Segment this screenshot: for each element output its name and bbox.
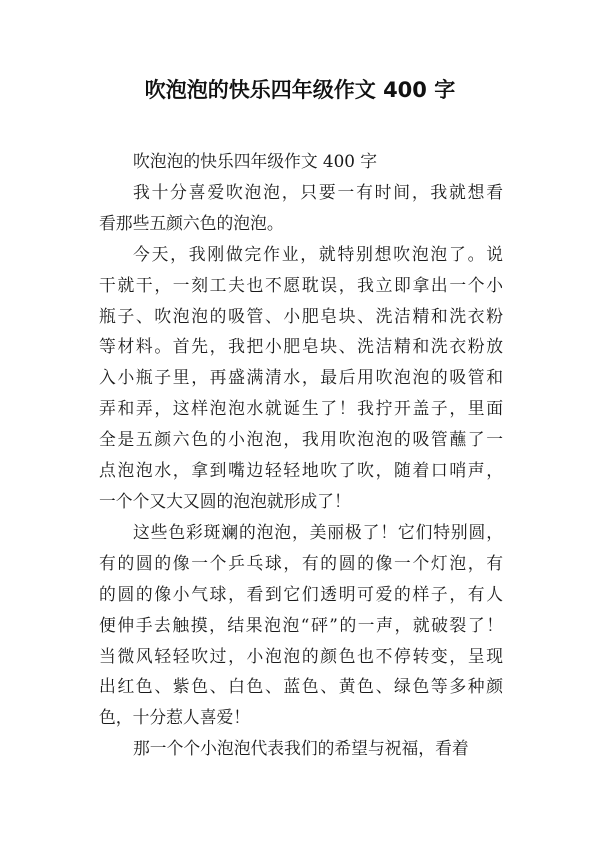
paragraph (99, 239, 503, 517)
text-line: 一个个又大又圆的泡泡就形成了！ (99, 490, 351, 511)
text-line: 入小瓶子里，再盛满清水，最后用吹泡泡的吸管和 (99, 367, 503, 388)
paragraph (99, 733, 503, 764)
text-line: 弄和弄，这样泡泡水就诞生了！我拧开盖子，里面 (99, 398, 503, 419)
paragraph (99, 177, 503, 239)
text-line: 我十分喜爱吹泡泡，只要一有时间，我就想看 (133, 181, 503, 202)
text-line: 点泡泡水，拿到嘴边轻轻地吹了吹，随着口哨声， (99, 460, 503, 481)
text-line: 看那些五颜六色的泡泡。 (99, 212, 284, 233)
text-line: 色，十分惹人喜爱！ (99, 707, 251, 728)
text-line: 瓶子、吹泡泡的吸管、小肥皂块、洗洁精和洗衣粉 (99, 305, 503, 326)
document-body (99, 146, 503, 764)
text-line: 全是五颜六色的小泡泡，我用吹泡泡的吸管蘸了一 (99, 429, 503, 450)
text-line: 今天，我刚做完作业，就特别想吹泡泡了。说 (133, 243, 503, 264)
text-line: 干就干，一刻工夫也不愿耽误，我立即拿出一个小 (99, 274, 503, 295)
text-line: 有的圆的像一个乒乓球，有的圆的像一个灯泡，有 (99, 552, 503, 573)
document-title: 吹泡泡的快乐四年级作文 400 字 (144, 78, 456, 102)
document-subtitle: 吹泡泡的快乐四年级作文 400 字 (133, 151, 378, 171)
text-line: 等材料。首先，我把小肥皂块、洗洁精和洗衣粉放 (99, 336, 503, 357)
text-line: 便伸手去触摸，结果泡泡“砰”的一声，就破裂了！ (99, 614, 503, 635)
text-line: 这些色彩斑斓的泡泡，美丽极了！它们特别圆， (133, 521, 503, 542)
text-line: 当微风轻轻吹过，小泡泡的颜色也不停转变，呈现 (99, 645, 503, 666)
paragraph (99, 517, 503, 733)
text-line: 的圆的像小气球，看到它们透明可爱的样子，有人 (99, 583, 503, 604)
text-line: 出红色、紫色、白色、蓝色、黄色、绿色等多种颜 (99, 676, 503, 697)
text-line: 那一个个小泡泡代表我们的希望与祝福，看着 (133, 738, 469, 759)
